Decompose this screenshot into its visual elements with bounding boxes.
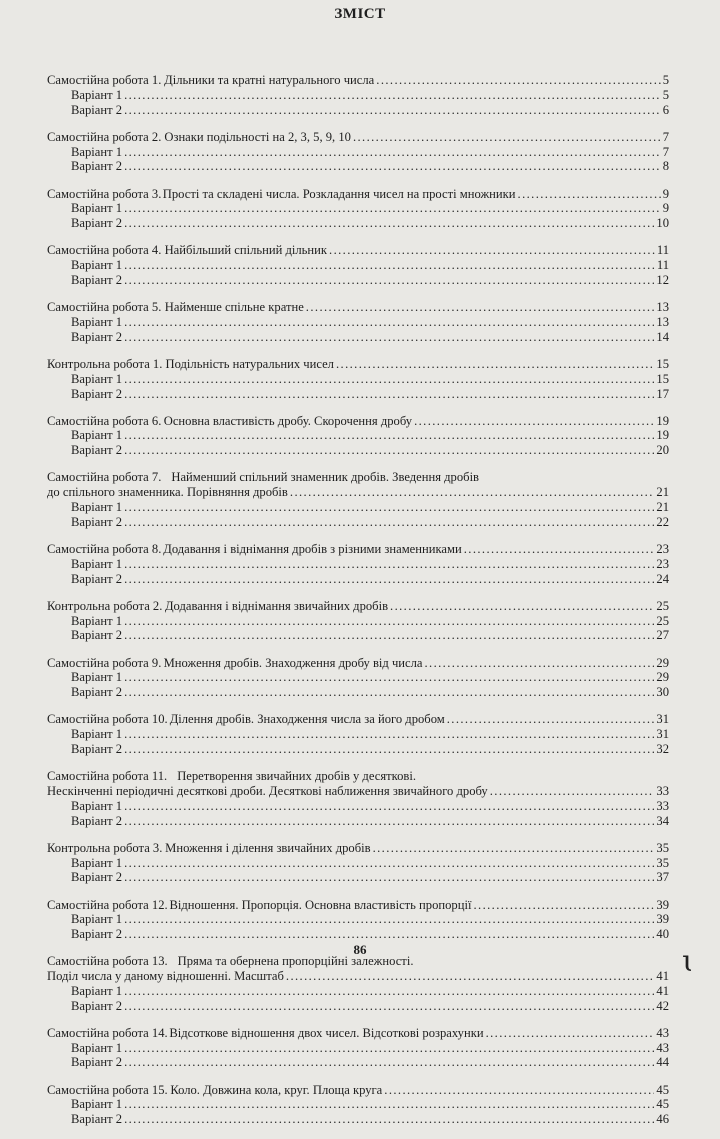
toc-variant[interactable] [47,799,669,814]
dot-leader [124,999,654,1014]
variant-label: Варіант 2 [71,386,123,401]
entry-title: Перетворення звичайних дробів у десяткові. [177,769,416,784]
dot-leader [390,599,654,614]
entry-page: 11 [656,243,669,258]
variant-label: Варіант 1 [71,613,123,628]
dot-leader [124,557,654,572]
toc-variant[interactable] [47,999,669,1014]
variant-label: Варіант 2 [71,813,123,828]
toc-section [47,357,669,401]
toc-variant[interactable] [47,742,669,757]
dot-leader [124,216,654,231]
toc-section [47,656,669,700]
entry-prefix: Самостійна робота 4. [47,243,162,258]
toc-variant[interactable] [47,315,669,330]
entry-continuation: Поділ числа у даному відношенні. Масштаб [47,969,284,984]
entry-page: 45 [656,1082,669,1097]
variant-label: Варіант 1 [71,1040,123,1055]
variant-page: 6 [662,102,669,117]
entry-prefix: Самостійна робота 6. [47,413,162,428]
dot-leader [124,88,661,103]
toc-section [47,542,669,586]
entry-title: Множення дробів. Знаходження дробу від числа [163,655,423,670]
variant-label: Варіант 2 [71,272,123,287]
toc-section [47,414,669,458]
dot-leader [373,841,655,856]
variant-label: Варіант 1 [71,670,123,685]
dot-leader [124,387,654,402]
entry-title: Найбільший спільний дільник [164,243,328,258]
entry-title: Дільники та кратні натурального числа [164,73,375,87]
toc-variant[interactable] [47,258,669,273]
toc-section [47,841,669,885]
dot-leader [124,372,654,387]
toc-section [47,712,669,756]
dot-leader [124,258,655,273]
toc-variant[interactable] [47,727,669,742]
toc-variant[interactable] [47,515,669,530]
variant-page: 33 [656,798,669,813]
toc-variant[interactable] [47,201,669,216]
toc-section [47,130,669,174]
variant-label: Варіант 1 [71,983,123,998]
variant-page: 45 [656,1097,669,1112]
toc-entry[interactable] [47,414,669,429]
variant-page: 10 [656,216,669,231]
toc-section [47,187,669,231]
variant-label: Варіант 2 [71,870,123,885]
toc-variant[interactable] [47,614,669,629]
dot-leader [124,912,654,927]
variant-label: Варіант 1 [71,258,123,273]
dot-leader [124,159,661,174]
entry-title: Найменший спільний знаменник дробів. Зведення дробів [171,470,480,485]
entry-title: Відношення. Пропорція. Основна властивість пропорції [169,897,472,912]
dot-leader [124,1055,654,1070]
toc-entry[interactable] [47,300,669,315]
dot-leader [473,898,654,913]
page-title: ЗМІСТ [334,6,386,22]
dot-leader [124,500,654,515]
toc-entry[interactable] [47,1083,669,1098]
entry-continuation: Нескінченні періодичні десяткові дроби. Десяткові наближення звичайного дробу [47,783,488,798]
entry-title: Найменше спільне кратне [164,300,304,315]
variant-page: 44 [656,1055,669,1070]
variant-label: Варіант 2 [71,1112,123,1127]
toc-variant[interactable] [47,145,669,160]
variant-label: Варіант 1 [71,798,123,813]
variant-label: Варіант 1 [71,428,123,443]
dot-leader [124,670,654,685]
variant-label: Варіант 2 [71,998,123,1013]
variant-page: 43 [656,1040,669,1055]
entry-page: 19 [656,413,669,428]
toc-section [47,1083,669,1127]
variant-page: 14 [656,329,669,344]
dot-leader [384,1083,654,1098]
variant-label: Варіант 2 [71,216,123,231]
variant-page: 17 [656,386,669,401]
toc-section [47,599,669,643]
variant-page: 40 [656,927,669,942]
dot-leader [336,357,654,372]
dot-leader [124,1041,654,1056]
dot-leader [124,856,654,871]
entry-prefix: Самостійна робота 14. [47,1025,168,1040]
variant-page: 8 [662,159,669,174]
entry-title: Множення і ділення звичайних дробів [165,840,371,855]
toc-entry-continuation[interactable] [47,969,669,984]
toc-variant[interactable] [47,372,669,387]
variant-label: Варіант 1 [71,855,123,870]
dot-leader [124,273,654,288]
toc-entry-heading[interactable] [47,769,669,784]
variant-page: 25 [656,613,669,628]
dot-leader [124,330,654,345]
dot-leader [124,428,654,443]
variant-label: Варіант 2 [71,685,123,700]
entry-prefix: Самостійна робота 11. [47,769,168,784]
toc-variant[interactable] [47,870,669,885]
toc-variant[interactable] [47,159,669,174]
dot-leader [124,315,654,330]
toc-variant[interactable] [47,572,669,587]
dot-leader [124,814,654,829]
entry-page: 5 [662,73,669,87]
entry-prefix: Самостійна робота 8. [47,542,162,557]
toc-entry[interactable] [47,1026,669,1041]
toc-entry[interactable] [47,73,669,88]
entry-prefix: Самостійна робота 12. [47,897,168,912]
entry-page: 29 [656,655,669,670]
dot-leader [124,515,654,530]
toc-variant[interactable] [47,443,669,458]
toc-variant[interactable] [47,330,669,345]
variant-label: Варіант 1 [71,912,123,927]
dot-leader [447,712,655,727]
variant-page: 13 [656,314,669,329]
toc-entry[interactable] [47,357,669,372]
toc-entry[interactable] [47,599,669,614]
entry-title: Пряма та обернена пропорційні залежності. [177,954,414,969]
toc-variant[interactable] [47,557,669,572]
variant-label: Варіант 2 [71,1055,123,1070]
toc-variant[interactable] [47,428,669,443]
entry-page: 35 [656,840,669,855]
variant-label: Варіант 1 [71,201,123,216]
toc-variant[interactable] [47,1097,669,1112]
toc-variant[interactable] [47,984,669,999]
entry-prefix: Самостійна робота 15. [47,1082,168,1097]
variant-page: 5 [662,87,669,102]
dot-leader [124,927,654,942]
dot-leader [464,542,655,557]
variant-label: Варіант 2 [71,628,123,643]
toc-entry[interactable] [47,243,669,258]
toc-variant[interactable] [47,1055,669,1070]
entry-page: 41 [656,969,669,984]
toc-entry-continuation[interactable] [47,784,669,799]
dot-leader [376,73,660,88]
handwritten-mark: ɩ [682,944,694,979]
entry-title: Коло. Довжина кола, круг. Площа круга [170,1082,383,1097]
toc-variant[interactable] [47,1041,669,1056]
dot-leader [124,1112,654,1127]
entry-page: 23 [656,542,669,557]
variant-page: 24 [656,571,669,586]
toc-variant[interactable] [47,273,669,288]
variant-label: Варіант 2 [71,741,123,756]
entry-page: 43 [656,1025,669,1040]
toc-section [47,73,669,117]
variant-page: 29 [656,670,669,685]
variant-label: Варіант 1 [71,556,123,571]
variant-page: 22 [656,514,669,529]
toc-section [47,898,669,942]
variant-label: Варіант 2 [71,571,123,586]
dot-leader [290,485,655,500]
variant-label: Варіант 2 [71,927,123,942]
toc-section [47,769,669,828]
table-of-contents [47,73,669,1139]
entry-prefix: Самостійна робота 7. [47,470,162,485]
dot-leader [124,870,654,885]
entry-page: 31 [656,712,669,727]
variant-page: 11 [656,258,669,273]
dot-leader [124,685,654,700]
toc-entry-continuation[interactable] [47,485,669,500]
entry-prefix: Контрольна робота 1. [47,356,163,371]
toc-variant[interactable] [47,670,669,685]
toc-section [47,300,669,344]
toc-section [47,1026,669,1070]
variant-page: 15 [656,371,669,386]
variant-label: Варіант 2 [71,329,123,344]
entry-page: 15 [656,356,669,371]
dot-leader [124,742,654,757]
toc-variant[interactable] [47,814,669,829]
dot-leader [124,201,661,216]
entry-title: Додавання і віднімання дробів з різними знаменниками [163,542,462,557]
toc-variant[interactable] [47,912,669,927]
entry-page: 39 [656,897,669,912]
entry-title: Ознаки подільності на 2, 3, 5, 9, 10 [164,129,351,144]
entry-prefix: Контрольна робота 2. [47,598,163,613]
entry-page: 13 [656,300,669,315]
variant-label: Варіант 1 [71,1097,123,1112]
variant-page: 9 [662,201,669,216]
entry-prefix: Самостійна робота 9. [47,655,162,670]
entry-page: 9 [662,186,669,201]
toc-section [47,470,669,529]
variant-page: 35 [656,855,669,870]
variant-label: Варіант 1 [71,144,123,159]
toc-entry-heading[interactable] [47,470,669,485]
toc-variant[interactable] [47,628,669,643]
variant-label: Варіант 1 [71,727,123,742]
variant-page: 19 [656,428,669,443]
entry-page: 33 [656,783,669,798]
toc-entry[interactable] [47,656,669,671]
dot-leader [286,969,655,984]
variant-label: Варіант 1 [71,371,123,386]
variant-page: 27 [656,628,669,643]
entry-prefix: Контрольна робота 3. [47,840,163,855]
entry-title: Додавання і віднімання звичайних дробів [164,598,389,613]
entry-page: 7 [662,129,669,144]
entry-title: Ділення дробів. Знаходження числа за його дробом [169,712,445,727]
toc-section [47,954,669,1013]
dot-leader [414,414,654,429]
toc-entry[interactable] [47,841,669,856]
toc-variant[interactable] [47,856,669,871]
variant-label: Варіант 2 [71,102,123,117]
entry-prefix: Самостійна робота 2. [47,129,162,144]
variant-page: 41 [656,983,669,998]
dot-leader [124,984,654,999]
variant-page: 20 [656,443,669,458]
toc-variant[interactable] [47,88,669,103]
entry-prefix: Самостійна робота 10. [47,712,168,727]
dot-leader [124,103,661,118]
variant-page: 21 [656,500,669,515]
entry-prefix: Самостійна робота 5. [47,300,162,315]
entry-title: Подільність натуральних чисел [165,356,334,371]
variant-label: Варіант 2 [71,443,123,458]
variant-label: Варіант 2 [71,159,123,174]
dot-leader [124,799,654,814]
toc-variant[interactable] [47,927,669,942]
dot-leader [490,784,655,799]
dot-leader [124,727,654,742]
dot-leader [353,130,661,145]
variant-label: Варіант 1 [71,314,123,329]
toc-variant[interactable] [47,500,669,515]
page-number: 86 [353,942,367,957]
entry-page: 21 [656,485,669,500]
dot-leader [518,187,661,202]
toc-variant[interactable] [47,685,669,700]
entry-prefix: Самостійна робота 13. [47,954,168,969]
entry-title: Прості та складені числа. Розкладання чисел на прості множники [162,186,516,201]
variant-page: 34 [656,813,669,828]
dot-leader [124,572,654,587]
variant-page: 30 [656,685,669,700]
toc-section [47,243,669,287]
dot-leader [329,243,655,258]
dot-leader [124,628,654,643]
entry-page: 25 [656,598,669,613]
dot-leader [124,145,661,160]
entry-continuation: до спільного знаменника. Порівняння дробів [47,485,288,500]
dot-leader [124,443,654,458]
entry-prefix: Самостійна робота 3. [47,186,162,201]
variant-page: 37 [656,870,669,885]
entry-title: Основна властивість дробу. Скорочення дробу [163,413,413,428]
toc-entry[interactable] [47,542,669,557]
toc-entry[interactable] [47,130,669,145]
entry-prefix: Самостійна робота 1. [47,73,162,87]
variant-label: Варіант 1 [71,87,123,102]
dot-leader [124,614,654,629]
dot-leader [486,1026,655,1041]
variant-page: 46 [656,1112,669,1127]
toc-entry[interactable] [47,898,669,913]
entry-title: Відсоткове відношення двох чисел. Відсоткові розрахунки [169,1025,484,1040]
variant-page: 23 [656,556,669,571]
toc-entry[interactable] [47,712,669,727]
variant-page: 12 [656,272,669,287]
toc-entry[interactable] [47,187,669,202]
toc-variant[interactable] [47,387,669,402]
dot-leader [424,656,654,671]
toc-variant[interactable] [47,1112,669,1127]
variant-label: Варіант 2 [71,514,123,529]
variant-page: 42 [656,998,669,1013]
variant-page: 31 [656,727,669,742]
dot-leader [124,1097,654,1112]
variant-page: 32 [656,741,669,756]
toc-variant[interactable] [47,103,669,118]
variant-label: Варіант 1 [71,500,123,515]
variant-page: 7 [662,144,669,159]
variant-page: 39 [656,912,669,927]
toc-variant[interactable] [47,216,669,231]
dot-leader [306,300,655,315]
